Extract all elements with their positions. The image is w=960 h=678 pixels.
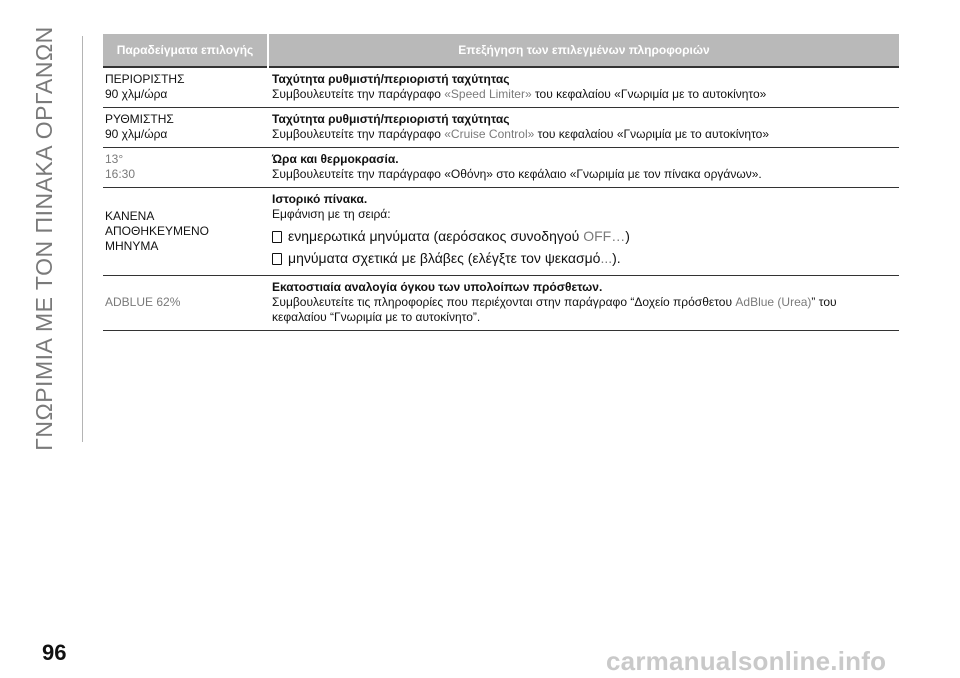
example-cell [103, 108, 268, 148]
text-part: ” του [811, 295, 837, 309]
explanation-text [272, 295, 899, 310]
latin-term: OFF… [583, 228, 626, 244]
text-part: του κεφαλαίου «Γνωριμία με το αυτοκίνητο» [531, 87, 767, 101]
chapter-side-title [24, 25, 64, 451]
explanation-text: Εμφάνιση με τη σειρά: [272, 207, 391, 221]
explanation-cell [268, 108, 899, 148]
table-row [103, 67, 899, 108]
chapter-title-text: ΓΝΩΡΙΜΙΑ ΜΕ ΤΟΝ ΠΙΝΑΚΑ ΟΡΓΑΝΩΝ [30, 25, 57, 451]
explanation-text: Συμβουλευτείτε την παράγραφο «Οθόνη» στο κεφάλαιο «Γνωριμία με τον πίνακα οργάνων». [272, 167, 762, 181]
explanation-title: Ταχύτητα ρυθμιστή/περιοριστή ταχύτητας [272, 112, 510, 126]
example-cell [103, 188, 268, 276]
list-item-text [288, 229, 630, 244]
example-line: ΚΑΝΕΝΑ [105, 208, 155, 223]
explanation-title: Ώρα και θερμοκρασία. [272, 152, 399, 166]
explanation-text [272, 87, 899, 102]
text-part: ενημερωτικά μηνύματα (αερόσακος συνοδηγού [288, 228, 584, 244]
text-part: Συμβουλευτείτε την παράγραφο [272, 87, 445, 101]
watermark: carmanualsonline.info [606, 646, 887, 676]
explanation-cell [268, 276, 899, 331]
table-row [103, 148, 899, 188]
table-row [103, 108, 899, 148]
table-row [103, 276, 899, 331]
selection-examples-table [103, 34, 899, 331]
explanation-cell [268, 67, 899, 108]
header-selection-examples: Παραδείγματα επιλογής [103, 34, 268, 67]
list-item [272, 229, 899, 244]
example-cell [103, 276, 268, 331]
bullet-square-icon [272, 253, 282, 265]
feature-name: «Cruise Control» [444, 127, 535, 141]
text-part: του κεφαλαίου «Γνωριμία με το αυτοκίνητο» [534, 127, 770, 141]
explanation-title: Εκατοστιαία αναλογία όγκου των υπολοίπων πρόσθετων. [272, 280, 603, 294]
explanation-cell [268, 148, 899, 188]
table-header-row [103, 34, 899, 67]
example-line: ΜΗΝΥΜΑ [105, 238, 159, 253]
explanation-text: κεφαλαίου “Γνωριμία με το αυτοκίνητο”. [272, 310, 481, 324]
text-part: ) [625, 228, 630, 244]
list-item-text [288, 251, 621, 266]
example-line: ADBLUE 62% [105, 295, 181, 309]
example-line: ΑΠΟΘΗΚΕΥΜΕΝΟ [105, 223, 210, 238]
example-cell [103, 148, 268, 188]
header-explanation: Επεξήγηση των επιλεγμένων πληροφοριών [268, 34, 899, 67]
explanation-title: Ιστορικό πίνακα. [272, 192, 368, 206]
example-line: ΠΕΡΙΟΡΙΣΤΗΣ [105, 72, 185, 86]
explanation-text [272, 127, 899, 142]
feature-name: AdBlue (Urea) [735, 295, 812, 309]
explanation-cell [268, 188, 899, 276]
example-line: ΡΥΘΜΙΣΤΗΣ [105, 112, 174, 126]
example-line: 13° [105, 152, 124, 166]
example-line: 16:30 [105, 167, 136, 181]
example-cell [103, 67, 268, 108]
example-line: 90 χλμ/ώρα [105, 87, 168, 101]
text-part: ). [612, 250, 621, 266]
explanation-title: Ταχύτητα ρυθμιστή/περιοριστή ταχύτητας [272, 72, 510, 86]
text-part: Συμβουλευτείτε την παράγραφο [272, 127, 445, 141]
side-divider [82, 36, 83, 442]
page-number: 96 [42, 640, 67, 665]
text-part: Συμβουλευτείτε τις πληροφορίες που περιέχονται στην παράγραφο “Δοχείο πρόσθετου [272, 295, 736, 309]
table-row [103, 188, 899, 276]
example-line: 90 χλμ/ώρα [105, 127, 168, 141]
text-part: μηνύματα σχετικά με βλάβες (ελέγξτε τον ψεκασμό [288, 250, 601, 266]
bullet-square-icon [272, 231, 282, 243]
feature-name: «Speed Limiter» [444, 87, 532, 101]
list-item [272, 251, 899, 266]
latin-term: ... [600, 250, 613, 266]
